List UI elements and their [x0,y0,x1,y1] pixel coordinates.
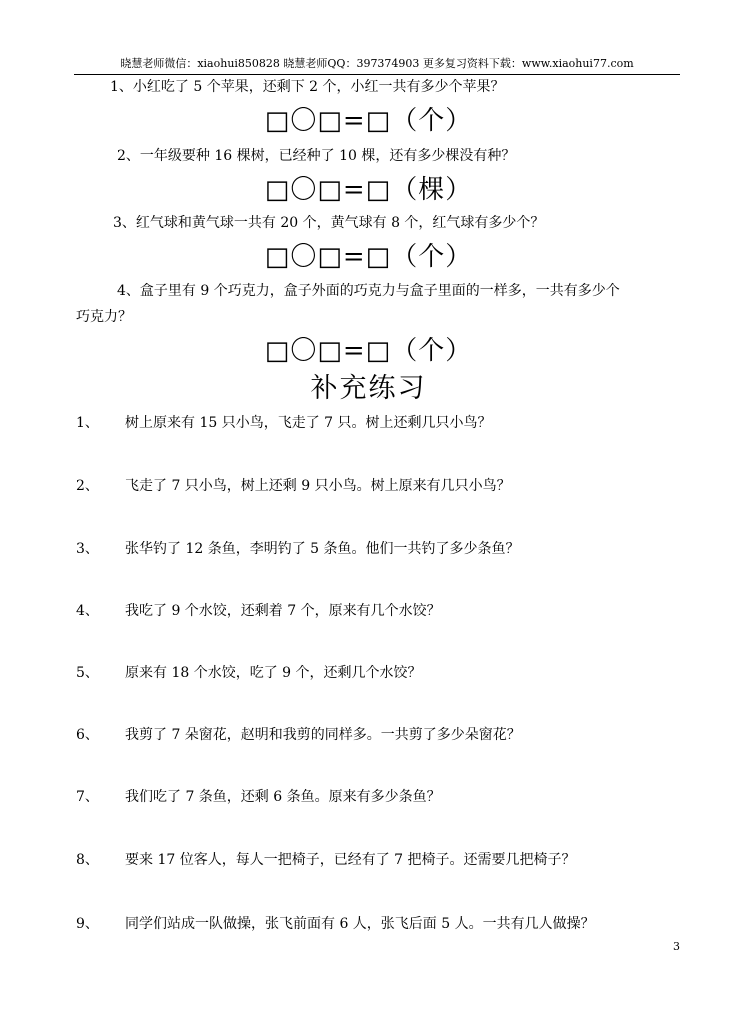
question-1: 1、小红吃了 5 个苹果，还剩下 2 个，小红一共有多少个苹果？ [110,79,505,95]
formula-3: □〇□=□（个） [264,242,473,272]
practice-item-number: 2、 [76,478,99,494]
formula-1: □〇□=□（个） [264,106,473,136]
practice-item-text: 我们吃了 7 条鱼，还剩 6 条鱼。原来有多少条鱼？ [125,789,441,805]
practice-item-text: 同学们站成一队做操，张飞前面有 6 人，张飞后面 5 人。一共有几人做操？ [125,916,595,932]
practice-item-number: 1、 [76,415,99,431]
practice-item-number: 7、 [76,789,99,805]
practice-item-text: 树上原来有 15 只小鸟，飞走了 7 只。树上还剩几只小鸟？ [125,415,492,431]
formula-2: □〇□=□（棵） [264,175,473,205]
question-4-line1: 4、盒子里有 9 个巧克力，盒子外面的巧克力与盒子里面的一样多，一共有多少个 [117,283,620,299]
page-number: 3 [673,940,680,953]
practice-item-text: 要来 17 位客人，每人一把椅子，已经有了 7 把椅子。还需要几把椅子？ [125,852,576,868]
practice-item-number: 5、 [76,665,99,681]
practice-item-number: 8、 [76,852,99,868]
formula-4: □〇□=□（个） [264,336,473,366]
practice-item-text: 我吃了 9 个水饺，还剩着 7 个，原来有几个水饺？ [125,603,441,619]
question-4-line2: 巧克力？ [76,309,132,325]
practice-item-text: 我剪了 7 朵窗花，赵明和我剪的同样多。一共剪了多少朵窗花？ [125,727,521,743]
practice-item-number: 6、 [76,727,99,743]
practice-item-text: 张华钓了 12 条鱼，李明钓了 5 条鱼。他们一共钓了多少条鱼？ [125,541,520,557]
practice-item-number: 3、 [76,541,99,557]
header-divider [74,74,680,75]
section-title: 补充练习 [310,373,427,404]
practice-item-number: 9、 [76,916,99,932]
practice-item-number: 4、 [76,603,99,619]
practice-item-text: 原来有 18 个水饺，吃了 9 个，还剩几个水饺？ [125,665,422,681]
question-2: 2、一年级要种 16 棵树，已经种了 10 棵，还有多少棵没有种？ [117,148,516,164]
practice-item-text: 飞走了 7 只小鸟，树上还剩 9 只小鸟。树上原来有几只小鸟？ [125,478,511,494]
page-header: 晓慧老师微信：xiaohui850828 晓慧老师QQ：397374903 更多复习资料下载：www.xiaohui77.com [120,57,634,70]
question-3: 3、红气球和黄气球一共有 20 个，黄气球有 8 个，红气球有多少个？ [113,215,545,231]
